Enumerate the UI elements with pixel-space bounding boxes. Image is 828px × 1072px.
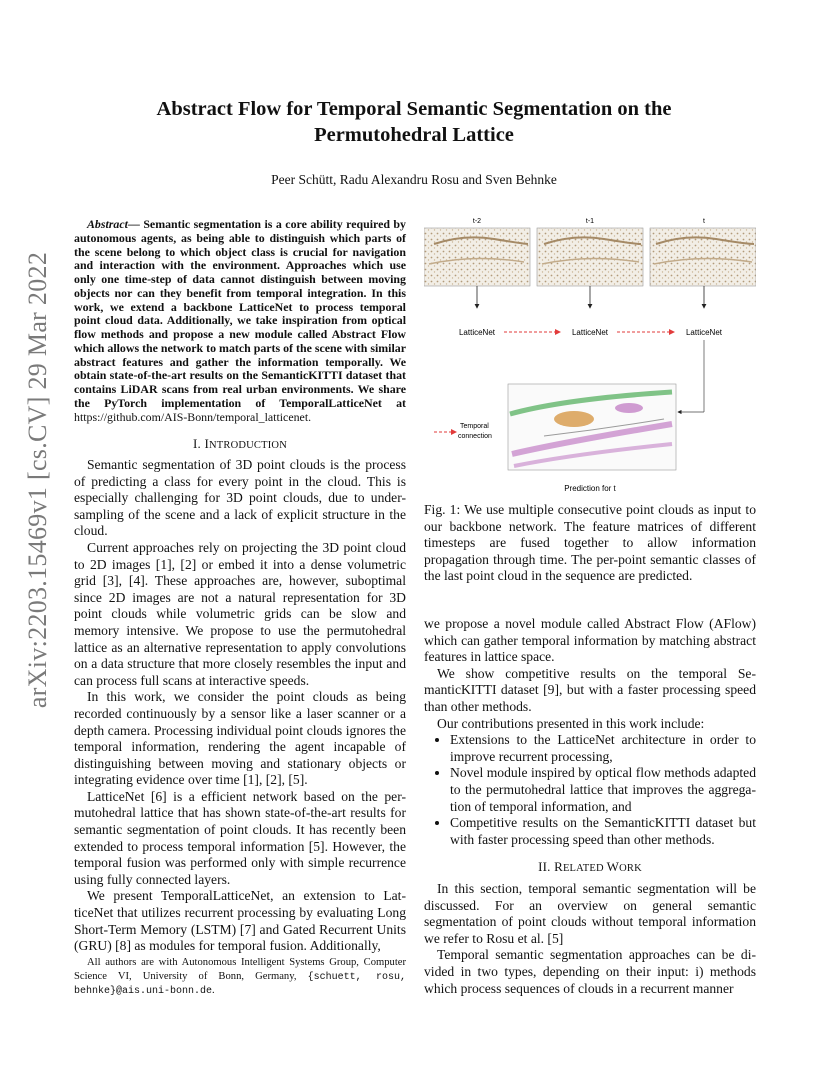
author-list: Peer Schütt, Radu Alexandru Rosu and Sven Behnke: [271, 172, 557, 187]
email-addresses: {schuett, rosu, behnke}@ais.uni-bonn.de: [74, 971, 407, 997]
prediction-point-cloud: [508, 384, 676, 470]
latticenet-label: LatticeNet: [571, 328, 609, 337]
legend-label: Temporal: [460, 423, 489, 430]
paragraph: In this section, temporal semantic segmentation will be discussed. For an overview on general semantic segmentation of point clouds without temporal information we refer to Rosu et al. [5]: [424, 881, 756, 946]
point-cloud-t-2: [424, 228, 530, 286]
abstract-label: Abstract—: [87, 217, 140, 231]
point-cloud-t-1: [537, 228, 643, 286]
time-label: t-2: [472, 218, 482, 225]
arxiv-stamp: [18, 251, 58, 709]
related-work-body: [424, 881, 756, 997]
abstract: [74, 218, 406, 424]
arxiv-stamp-text: arXiv:2203.15469v1 [cs.CV] 29 Mar 2022: [23, 251, 52, 709]
point-cloud-t: [650, 228, 756, 286]
paragraph: Current approaches rely on projecting the 3D point cloud to 2D images [1], [2] or embed it into a dense volumetric grid [3], [4]. These approaches are, however, suboptimal since 2D images are not a natural representation for 3D point clouds while volumetric grids can be slow and memory intensive. We propose to use the permutohedral lattice as an alternative representation to apply convolutions on a data structure that more closely resembles the input and can process full scans at interactive speeds.: [74, 539, 406, 688]
contributions-list: [424, 732, 756, 848]
time-label: t: [703, 218, 705, 225]
prediction-label: Prediction for t: [564, 484, 616, 493]
title-line-2: Permutohedral Lattice: [314, 124, 514, 146]
list-item: • Extensions to the LatticeNet architecture in order to improve recurrent processing,: [450, 732, 756, 765]
paper-title: [70, 96, 758, 148]
title-line-1: Abstract Flow for Temporal Semantic Segmentation on the: [156, 98, 672, 120]
list-item: • Novel module inspired by optical flow methods adapted to the permutohedral lattice that improves the aggrega-tion of temporal information, and: [450, 765, 756, 815]
paragraph: In this work, we consider the point clouds as being recorded continuously by a sensor like a laser scanner or a depth camera. Processing individual point clouds ignores the temporal information, rendering the agent incapable of distinguishing between moving and stationary objects or integrating evidence over time [1], [2], [5].: [74, 689, 406, 788]
author-affiliation-footnote: All authors are with Autonomous Intelligent Systems Group, Computer Science VI, University of Bonn, Germany, {schuett, rosu, behnke}@ais.uni-bonn.de.: [74, 957, 407, 997]
architecture-diagram: [424, 214, 756, 497]
abstract-text: Semantic segmentation is a core ability required by autonomous agents, as being able to distinguish which parts of the scene belong to which object class is crucial for navigation and interaction with the environment. Approaches which use only one time-step of data cannot distinguish between moving objects nor can they benefit from temporal integration. In this work, we extend a backbone LatticeNet to process temporal point cloud data. Additionally, we take inspiration from optical flow methods and propose a new module called Abstract Flow which allows the network to match parts of the scene with similar abstract features and gather the information temporally. We obtain state-of-the-art results on the SemanticKITTI dataset that contains LiDAR scans from real urban environments. We share the PyTorch implementation of TemporalLatticeNet at: [74, 217, 406, 410]
paragraph: We present TemporalLatticeNet, an extension to Lat-ticeNet that utilizes recurrent processing by evaluating Long Short-Term Memory (LSTM) [7] and Gated Recurrent Units (GRU) [8] as modules for temporal fusion. Additionally,: [74, 888, 406, 954]
time-label: t-1: [585, 218, 595, 225]
latticenet-label: LatticeNet: [685, 328, 723, 337]
paragraph: Our contributions presented in this work include:: [437, 715, 705, 731]
paragraph: We show competitive results on the temporal Se-manticKITTI dataset [9], but with a faster processing speed than other methods.: [424, 665, 756, 714]
paragraph: we propose a novel module called Abstract Flow (AFlow) which can gather temporal information by matching abstract features in lattice space.: [424, 616, 756, 665]
latticenet-label: LatticeNet: [458, 328, 496, 337]
section-heading-related-work: II. RELATED WORK: [538, 859, 642, 874]
paragraph: Temporal semantic segmentation approaches can be di-vided in two types, depending on their input: i) methods which process sequences of clouds in a recurrent manner: [424, 947, 756, 996]
introduction-body: [74, 457, 406, 955]
abstract-url[interactable]: https://github.com/AIS-Bonn/temporal_latticenet.: [74, 409, 312, 424]
list-item: • Competitive results on the SemanticKITTI dataset but with faster processing speed than other methods.: [450, 815, 756, 848]
section-heading-introduction: I. INTRODUCTION: [193, 436, 287, 451]
figure-1: [424, 214, 756, 497]
paragraph: LatticeNet [6] is a efficient network based on the per-mutohedral lattice that has shown state-of-the-art results for semantic segmentation of point clouds. It has recently been extended to process temporal information [5]. However, the temporal fusion was performed only with simple recurrence using fully connected layers.: [74, 788, 406, 887]
right-column-body: [424, 616, 756, 848]
paragraph: Semantic segmentation of 3D point clouds is the process of predicting a class for every point in the cloud. This is especially challenging for 3D point clouds, due to under-sampling of the scene and a lack of explicit structure in the cloud.: [74, 457, 406, 539]
figure-1-caption: Fig. 1: We use multiple consecutive point clouds as input to our backbone network. The feature matrices of different timesteps are fused together to allow information propagation through time. The per-point semantic classes of the last point cloud in the sequence are predicted.: [424, 502, 756, 584]
legend-label: connection: [458, 433, 492, 440]
